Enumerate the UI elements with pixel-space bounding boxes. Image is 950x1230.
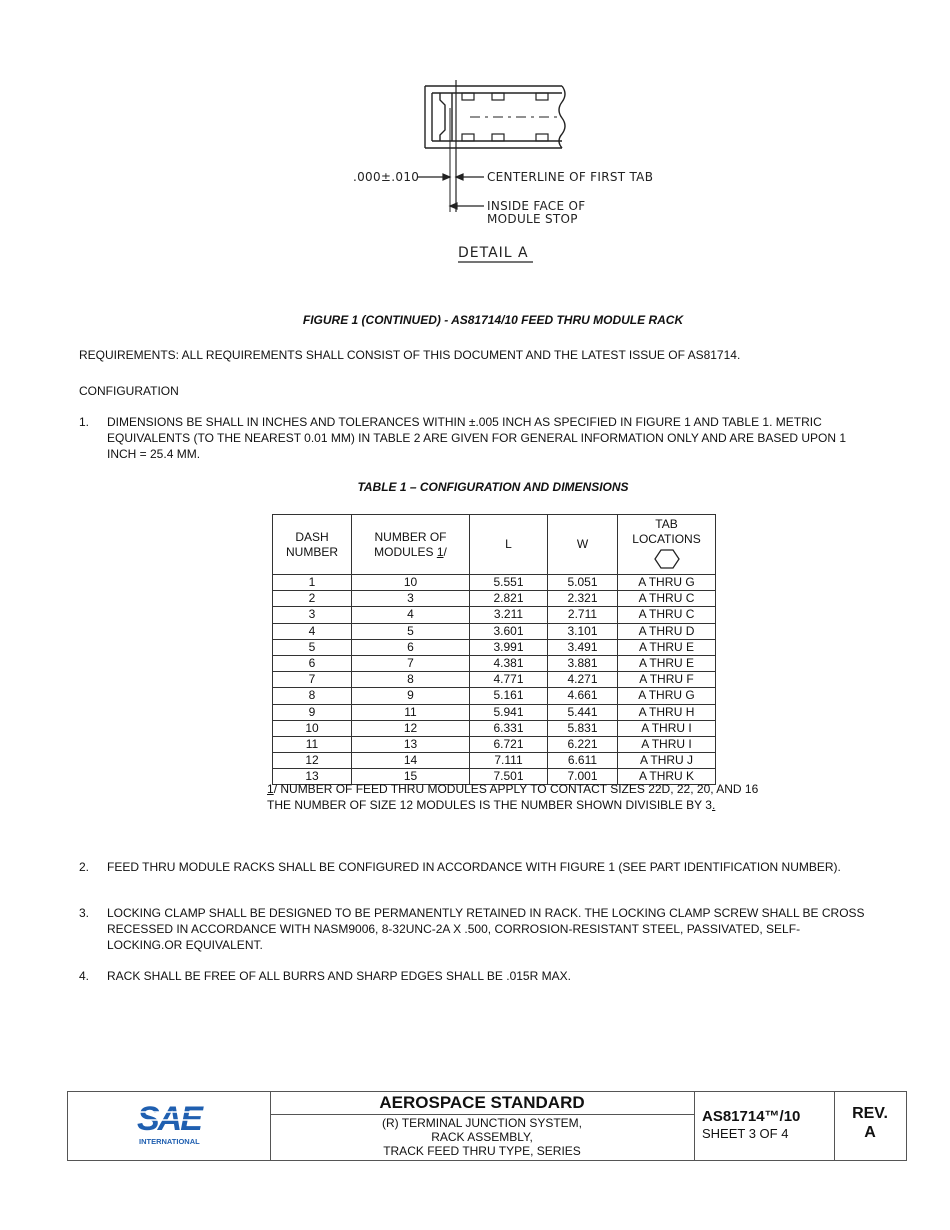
table-cell: 15 [352, 769, 470, 785]
item-text: LOCKING CLAMP SHALL BE DESIGNED TO BE PERMANENTLY RETAINED IN RACK. THE LOCKING CLAMP SCREW SHALL BE CROSS RECESSED IN ACCORDANCE WITH NASM9006, 8-32UNC-2A X .500, CORROSION-RESISTANT STEEL, PASSIVATED, SELF-LOCKING.OR EQUIVALENT. [107, 906, 865, 952]
table-cell: 6 [273, 655, 352, 671]
table-cell: A THRU D [618, 623, 716, 639]
item-4 [79, 968, 869, 984]
table-cell: 7 [352, 655, 470, 671]
table-row [273, 607, 716, 623]
sheet-number: SHEET 3 OF 4 [702, 1126, 789, 1141]
table-cell: A THRU H [618, 704, 716, 720]
dash-number-header: DASH NUMBER [273, 515, 352, 575]
item-number: 3. [79, 906, 90, 920]
item-number: 1. [79, 415, 90, 429]
table-cell: 14 [352, 753, 470, 769]
tab-locations-header: TAB LOCATIONS [618, 515, 716, 575]
table-cell: A THRU F [618, 672, 716, 688]
table-cell: 4 [273, 623, 352, 639]
table-cell: 2.321 [548, 591, 618, 607]
table-cell: A THRU I [618, 736, 716, 752]
table-cell: 7 [273, 672, 352, 688]
table-row [273, 704, 716, 720]
table-cell: 3.601 [470, 623, 548, 639]
detail-title: DETAIL A [458, 245, 529, 261]
table-cell: 5 [273, 639, 352, 655]
table-cell: 11 [273, 736, 352, 752]
item-number: 2. [79, 860, 90, 874]
centerline-label: CENTERLINE OF FIRST TAB [487, 170, 654, 184]
configuration-table [272, 514, 716, 785]
item-2 [79, 859, 869, 875]
detail-a-drawing [0, 0, 950, 300]
modules-header: NUMBER OF MODULES 1/ [352, 515, 470, 575]
table-row [273, 655, 716, 671]
document-number-cell [694, 1092, 835, 1160]
table-cell: A THRU E [618, 655, 716, 671]
table-cell: A THRU K [618, 769, 716, 785]
table-cell: 6.721 [470, 736, 548, 752]
item-number: 4. [79, 969, 90, 983]
table-cell: 5 [352, 623, 470, 639]
w-header: W [548, 515, 618, 575]
table-cell: 2.821 [470, 591, 548, 607]
table-cell: 4.271 [548, 672, 618, 688]
item-text: DIMENSIONS BE SHALL IN INCHES AND TOLERANCES WITHIN ±.005 INCH AS SPECIFIED IN FIGURE 1 AND TABLE 1. METRIC EQUIVALENTS (TO THE NEAREST 0.01 MM) IN TABLE 2 ARE GIVEN FOR GENERAL INFORMATION ONLY AND ARE BASED UPON 1 INCH = 25.4 MM. [107, 415, 847, 461]
table-cell: 10 [352, 575, 470, 591]
table-cell: 6.611 [548, 753, 618, 769]
table-row [273, 575, 716, 591]
table-cell: 5.051 [548, 575, 618, 591]
table-cell: A THRU G [618, 688, 716, 704]
title-cell [270, 1092, 695, 1160]
table-cell: 4.381 [470, 655, 548, 671]
dimension-label: .000±.010 [353, 170, 420, 184]
table-row [273, 639, 716, 655]
table-cell: 8 [273, 688, 352, 704]
revision: REV. A [852, 1105, 888, 1141]
requirements-text: REQUIREMENTS: ALL REQUIREMENTS SHALL CONSIST OF THIS DOCUMENT AND THE LATEST ISSUE OF AS81714. [79, 348, 741, 362]
table-cell: 4.661 [548, 688, 618, 704]
figure-caption: FIGURE 1 (CONTINUED) - AS81714/10 FEED THRU MODULE RACK [302, 313, 684, 327]
table-cell: 3 [273, 607, 352, 623]
table-cell: A THRU C [618, 591, 716, 607]
item-text: FEED THRU MODULE RACKS SHALL BE CONFIGURED IN ACCORDANCE WITH FIGURE 1 (SEE PART IDENTIFICATION NUMBER). [107, 860, 841, 874]
table-cell: 2.711 [548, 607, 618, 623]
table-cell: 12 [273, 753, 352, 769]
table-cell: 2 [273, 591, 352, 607]
table-cell: 5.831 [548, 720, 618, 736]
table-cell: 3.101 [548, 623, 618, 639]
table-row [273, 720, 716, 736]
table-row [273, 591, 716, 607]
table-cell: 12 [352, 720, 470, 736]
table-cell: 7.001 [548, 769, 618, 785]
table-cell: 5.161 [470, 688, 548, 704]
document-number: AS81714™/10 [702, 1108, 801, 1125]
standard-title: AEROSPACE STANDARD [270, 1092, 694, 1115]
table-header-row [273, 515, 716, 575]
module-stop-label: MODULE STOP [487, 212, 578, 226]
table-row [273, 688, 716, 704]
table-row [273, 753, 716, 769]
standard-subtitle: (R) TERMINAL JUNCTION SYSTEM, RACK ASSEMBLY, TRACK FEED THRU TYPE, SERIES [381, 1116, 582, 1158]
table-cell: 3 [352, 591, 470, 607]
l-header: L [470, 515, 548, 575]
table-cell: 3.211 [470, 607, 548, 623]
footnote-ref: 1 [436, 544, 444, 559]
table-cell: 5.551 [470, 575, 548, 591]
table-cell: 9 [273, 704, 352, 720]
svg-text:INTERNATIONAL: INTERNATIONAL [139, 1137, 200, 1146]
table-cell: A THRU J [618, 753, 716, 769]
table-cell: A THRU E [618, 639, 716, 655]
table-cell: 5.441 [548, 704, 618, 720]
table-caption: TABLE 1 – CONFIGURATION AND DIMENSIONS [357, 480, 629, 494]
table-cell: A THRU C [618, 607, 716, 623]
table-footnote-1: 1/ NUMBER OF FEED THRU MODULES APPLY TO CONTACT SIZES 22D, 22, 20, AND 16 [267, 782, 759, 796]
table-footnote-2: THE NUMBER OF SIZE 12 MODULES IS THE NUMBER SHOWN DIVISIBLE BY 3. [267, 798, 716, 812]
sae-logo [68, 1092, 271, 1160]
table-cell: 6.221 [548, 736, 618, 752]
table-row [273, 736, 716, 752]
table-cell: 11 [352, 704, 470, 720]
table-cell: 4.771 [470, 672, 548, 688]
table-cell: 4 [352, 607, 470, 623]
table-cell: 7.501 [470, 769, 548, 785]
table-cell: 5.941 [470, 704, 548, 720]
table-cell: A THRU G [618, 575, 716, 591]
table-cell: 8 [352, 672, 470, 688]
item-1 [79, 414, 869, 462]
title-block [67, 1091, 907, 1161]
table-cell: 3.991 [470, 639, 548, 655]
sae-logo-mark [68, 1092, 270, 1160]
table-cell: 7.111 [470, 753, 548, 769]
hexagon-icon [654, 548, 680, 570]
table-row [273, 672, 716, 688]
revision-cell [834, 1092, 906, 1160]
table-cell: 13 [273, 769, 352, 785]
table-cell: 1 [273, 575, 352, 591]
table-cell: 9 [352, 688, 470, 704]
table-cell: 10 [273, 720, 352, 736]
item-text: RACK SHALL BE FREE OF ALL BURRS AND SHARP EDGES SHALL BE .015R MAX. [107, 969, 571, 983]
item-3 [79, 905, 869, 953]
table-cell: 6.331 [470, 720, 548, 736]
table-cell: A THRU I [618, 720, 716, 736]
table-cell: 6 [352, 639, 470, 655]
inside-face-label: INSIDE FACE OF [487, 199, 586, 213]
svg-text:SAE: SAE [137, 1100, 201, 1138]
table-row [273, 623, 716, 639]
table-cell: 13 [352, 736, 470, 752]
configuration-heading: CONFIGURATION [79, 384, 179, 398]
table-cell: 3.881 [548, 655, 618, 671]
table-body [273, 575, 716, 785]
dimension-arrows [418, 174, 484, 209]
table-cell: 3.491 [548, 639, 618, 655]
